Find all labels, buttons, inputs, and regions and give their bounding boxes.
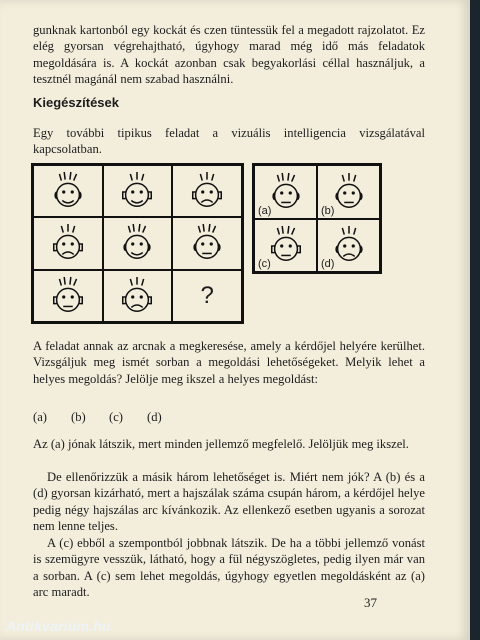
puzzle-cell [33, 270, 103, 322]
paragraph-intro: gunknak kartonból egy kockát és czen tüntessük fel a megadott rajzolatot. Ez elég gyorsan végrehajtható, úgyhogy marad még idő más feladatok megoldására is. A kockát azonban csak begyakorlási céllal használjuk, a tesztnél magánál nem szabad használni. [33, 23, 425, 86]
page-number: 37 [364, 595, 377, 610]
puzzle-grid [31, 163, 244, 324]
puzzle-cell [172, 217, 242, 269]
face-smile-round-ears-4hair-icon [118, 221, 156, 265]
option-b: (b) [71, 410, 86, 424]
answer-label: (c) [258, 258, 271, 270]
answer-label: (b) [321, 204, 335, 217]
face-neutral-round-ears-3hair-icon [330, 170, 368, 214]
puzzle-cell [172, 165, 242, 217]
face-frown-square-ears-3hair-icon [188, 169, 226, 213]
section-heading: Kiegészítések [33, 95, 119, 110]
answer-cell-d [317, 219, 380, 273]
puzzle-cell [103, 217, 173, 269]
face-frown-round-ears-3hair-icon [330, 223, 368, 267]
option-c: (c) [109, 410, 123, 424]
face-neutral-round-ears-4hair-icon [267, 170, 305, 214]
answer-options [33, 410, 185, 425]
answer-label: (a) [258, 204, 272, 217]
watermark: Antikvarium.hu [6, 618, 111, 634]
paragraph-task: Egy további tipikus feladat a vizuális intelligencia vizsgálatával kapcsolatban. [33, 126, 425, 157]
paragraph-question: A feladat annak az arcnak a megkeresése, amely a kérdőjel helyére kerülhet. Vizsgáljuk meg ismét sorban a megoldási lehetőségeket. Melyik lehet a helyes megoldás? Jelölje meg ikszel a helyes megoldást: [33, 339, 425, 386]
face-neutral-round-ears-4hair-icon [188, 221, 226, 265]
answer-grid [252, 163, 382, 274]
paragraph-answer: Az (a) jónak látszik, mert minden jellemző megfelelő. Jelöljük meg ikszel. [33, 437, 409, 451]
face-neutral-square-ears-4hair-icon [49, 274, 87, 318]
answer-cell-a [254, 165, 317, 219]
face-frown-square-ears-3hair-icon [49, 221, 87, 265]
option-a: (a) [33, 410, 47, 424]
answer-cell-c [254, 219, 317, 273]
option-d: (d) [147, 410, 162, 424]
puzzle-cell-missing [172, 270, 242, 322]
face-frown-square-ears-3hair-icon [118, 274, 156, 318]
puzzle-cell [103, 165, 173, 217]
answer-label: (d) [321, 258, 335, 270]
puzzle-cell [33, 165, 103, 217]
page-edge-shadow [470, 0, 480, 640]
paragraph-check: De ellenőrizzük a másik három lehetőséget is. Miért nem jók? A (b) és a (d) gyorsan kizárható, mert a hajszálak száma csupán három, a kérdőjel helye pedig négy hajszálas arc kívánkozik. Az ellenkező esetben ugyanis a sorozat nem lenne teljes. [33, 470, 425, 533]
question-mark: ? [200, 281, 214, 309]
face-smile-round-ears-4hair-icon [49, 169, 87, 213]
answer-cell-b [317, 165, 380, 219]
face-neutral-square-ears-4hair-icon [267, 223, 305, 267]
face-smile-square-ears-3hair-icon [118, 169, 156, 213]
puzzle-cell [33, 217, 103, 269]
puzzle-cell [103, 270, 173, 322]
paragraph-conclusion: A (c) ebből a szempontból jobbnak látszik. De ha a többi jellemző vonást is szemügyre vesszük, látható, hogy a fül négyszögletes, pedig ilyen már van a sorban. A (c) sem lehet megoldás, úgyhogy egyetlen megoldásként az (a) arc maradt. [33, 536, 425, 599]
